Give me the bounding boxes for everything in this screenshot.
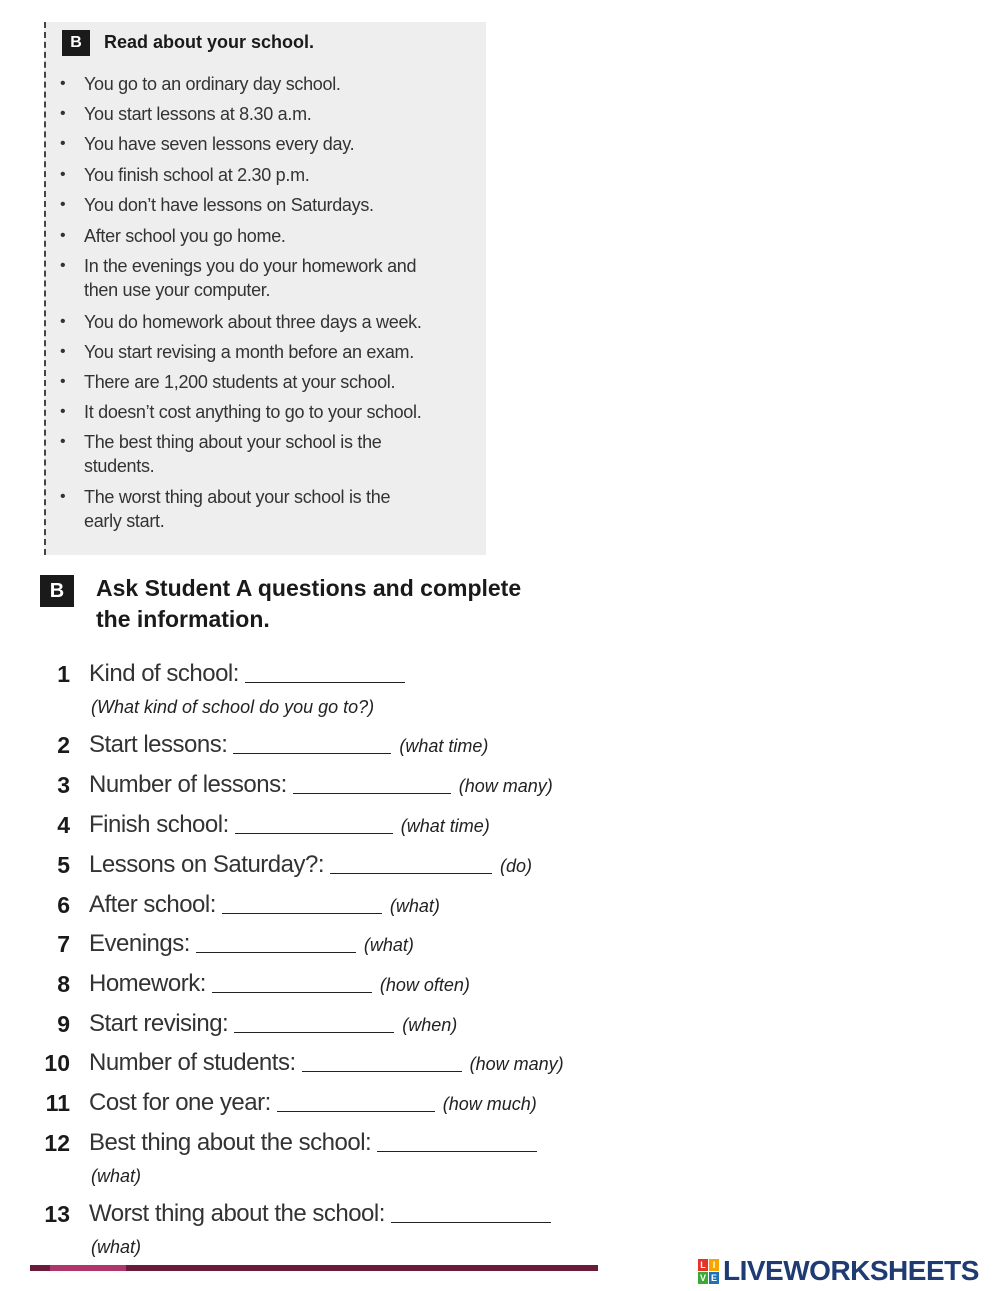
question-row [89,771,553,799]
question-hint: (what) [363,935,414,955]
logo-mark-icon [698,1259,719,1284]
question-number: 3 [57,772,70,798]
question-hint: (do) [500,856,533,876]
bullet-icon: • [60,373,66,390]
fact-item: • You do homework about three days a week. [60,312,422,332]
question-hint: (what) [389,896,440,916]
fact-item: • You don’t have lessons on Saturdays. [60,195,374,215]
question-label: Lessons on Saturday?: [89,851,324,878]
question-hint: (What kind of school do you go to?) [91,697,375,717]
question-number: 4 [57,812,70,838]
fact-item: • The best thing about your school is the students. [60,432,382,476]
question-row [89,660,413,688]
bullet-icon: • [60,196,66,213]
question-row [89,1200,559,1228]
ask-section-title: Ask Student A questions and complete the information. [96,575,522,632]
question-number: 2 [57,732,70,758]
question-label: Kind of school: [89,660,239,687]
logo-letter: V [699,1272,706,1283]
question-number: 6 [57,892,70,918]
answer-blank[interactable] [377,1150,537,1152]
question-row [89,891,440,919]
read-about-school-box [44,22,486,555]
question-hint: (what time) [400,816,490,836]
answer-blank[interactable] [293,792,451,794]
question-row [89,731,488,759]
answer-blank[interactable] [330,872,492,874]
answer-blank[interactable] [302,1070,462,1072]
question-hint: (how many) [458,776,553,796]
bullet-icon: • [60,227,66,244]
fact-item: • It doesn’t cost anything to go to your school. [60,402,422,422]
question-row [89,970,470,998]
bullet-icon: • [60,166,66,183]
question-row [89,1049,564,1077]
fact-item: • You start revising a month before an exam. [60,342,414,362]
question-number: 13 [44,1201,70,1227]
bullet-icon: • [60,257,66,274]
bullet-icon: • [60,313,66,330]
question-number: 8 [57,971,70,997]
question-number: 11 [45,1090,70,1116]
section-badge: B [40,575,74,607]
question-number: 7 [57,931,70,957]
fact-item: • In the evenings you do your homework and then use your computer. [60,256,417,300]
logo-text: LIVEWORKSHEETS [723,1255,979,1286]
question-row [89,1089,537,1117]
fact-item: • You start lessons at 8.30 a.m. [60,104,312,124]
question-row [89,851,532,879]
answer-blank[interactable] [277,1110,435,1112]
question-hint: (how often) [379,975,470,995]
bullet-icon: • [60,403,66,420]
fact-item: • You finish school at 2.30 p.m. [60,165,310,185]
question-label: Worst thing about the school: [89,1200,385,1227]
bullet-icon: • [60,75,66,92]
fact-item: • You go to an ordinary day school. [60,74,341,94]
fact-item: • You have seven lessons every day. [60,134,355,154]
question-label: Number of students: [89,1049,296,1076]
question-label: Cost for one year: [89,1089,271,1116]
question-hint: (what) [91,1237,142,1257]
question-label: Start lessons: [89,731,228,758]
question-label: Evenings: [89,930,190,957]
fact-item: • After school you go home. [60,226,286,246]
question-number: 10 [44,1050,70,1076]
answer-blank[interactable] [245,681,405,683]
question-label: Best thing about the school: [89,1129,372,1156]
logo-letter: L [698,1259,708,1271]
bullet-icon: • [60,105,66,122]
question-number: 1 [57,661,70,687]
answer-blank[interactable] [196,951,356,953]
bullet-icon: • [60,433,66,450]
footer-divider [30,1265,598,1271]
question-hint: (how many) [469,1054,564,1074]
question-row [89,1010,457,1038]
bullet-icon: • [60,135,66,152]
question-label: Start revising: [89,1010,229,1037]
answer-blank[interactable] [234,1031,394,1033]
answer-blank[interactable] [235,832,393,834]
logo-letter: E [710,1272,717,1283]
answer-blank[interactable] [391,1221,551,1223]
fact-item: • The worst thing about your school is the early start. [60,487,391,531]
question-label: Finish school: [89,811,229,838]
question-hint: (how much) [442,1094,537,1114]
question-row [89,930,414,958]
question-row [89,811,490,839]
answer-blank[interactable] [233,752,391,754]
question-label: Homework: [89,970,206,997]
bullet-icon: • [60,488,66,505]
question-label: After school: [89,891,216,918]
question-number: 9 [57,1011,70,1037]
question-number: 12 [44,1130,70,1156]
fact-item: • There are 1,200 students at your school. [60,372,396,392]
question-label: Number of lessons: [89,771,287,798]
question-hint: (when) [402,1015,458,1035]
question-row [89,1129,545,1157]
bullet-icon: • [60,343,66,360]
answer-blank[interactable] [222,912,382,914]
read-section-title: Read about your school. [104,32,315,52]
question-hint: (what) [91,1166,142,1186]
section-badge: B [62,30,90,56]
question-number: 5 [57,852,70,878]
answer-blank[interactable] [212,991,372,993]
question-hint: (what time) [399,736,489,756]
logo-letter: I [709,1259,719,1271]
liveworksheets-logo [698,1255,979,1287]
